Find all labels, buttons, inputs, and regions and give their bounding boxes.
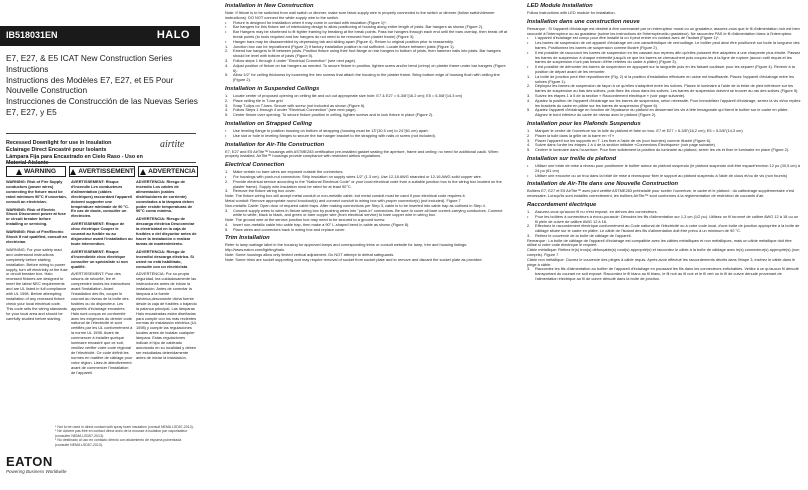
paragraph: Remarque : La boîte de câblage de l'appareil d'éclairage est compatible avec les câbles métalliques et non métalliques, mais un câble métallique doit être utilisé si votre code électrique le requiert. — [527, 237, 792, 248]
section-heading: Installation on Strapped Ceiling — [225, 120, 312, 127]
footnote: * Not to be used in direct contact with spray foam insulation (consult NEMA LSD57-2013). — [55, 425, 194, 429]
list-text: Suivez les étapes 1 à 5 de la section « Raccordement électrique » (voir page suivante). — [535, 92, 686, 98]
title-line: Instrucciones de Construcción de las Nuevas Series — [6, 96, 198, 107]
footnote: * No destinado al uso en contacto directo con aislamiento de espuma pulverizada (consulte NEMA LSD57-2013). — [55, 438, 182, 447]
divider — [6, 133, 196, 134]
list-text: Placer l'appareil sur les supports en T. Les fixer à l'aide de vis (non fournies) comme illustré (Figure 6). — [535, 137, 712, 143]
list-marker: 2. — [527, 83, 531, 89]
section-heading: Installation in Suspended Ceilings — [225, 85, 320, 92]
eaton-logo — [6, 454, 67, 474]
section-heading: Installation sur treille de plafond — [527, 155, 617, 162]
list-text: Placer la tuile dans la grille de la barre en «T» — [535, 132, 615, 138]
list-marker: 5. — [225, 72, 229, 78]
title-line: Nouvelle Construction — [6, 85, 88, 96]
subtitle-line: Lámpara Fija para Encastrado en Cielo Raso - Uso en Material Aislante — [6, 153, 143, 167]
paragraph: Boîtiers E7, E27 et E5 AirTite™ avec joint certifié ASTME283 préinstallé pour sceller l'ouverture, le cadre et le plafond : du calfeutrage supplémentaire n'est nécessaire. Lorsqu'ils sont installés correctement, les boîtiers AirTite™ sont conformes à la réglementation de restriction de courants d'air. — [527, 188, 795, 199]
list-marker: 3. — [225, 188, 229, 194]
list-text: Locate center of proposed opening on ceiling tile and cut out appropriate size hole: E7 & E27 = 6-3/8"(16.2 cm); E5 = 5-5/8"(14.3 cm) — [233, 92, 462, 98]
warning-label: ADVERTENCIA — [148, 168, 196, 175]
warning-triangle-icon — [70, 169, 76, 175]
list-text: Fixture is designed for installation when it may come in contact with insulation (Figure 1)*. — [233, 19, 387, 25]
warning-paragraph: WARNING: Risk of Fire Supply conductors (power wires) connecting the fixture must be rated minimum 90°C if uncertain, consult an electrician. — [6, 179, 67, 204]
paragraph: Note: Some housings allow only limited vertical adjustment. Do NOT attempt to defeat safeguards. — [225, 252, 395, 258]
warning-paragraph: WARNING: Risk of Electric Shock Disconnect power at fuse or circuit breaker before installing or servicing. — [6, 206, 66, 227]
list-text: Assurez-vous qu'aucun fil nu n'est exposé, en dehors des connecteurs. — [535, 208, 658, 214]
list-text: Junction box can be repositioned (Figure 2) if factory installation position is not sufficient. Locate fixture between joists (Figure 1). — [233, 43, 455, 49]
airtite-logo: airtite — [160, 139, 185, 150]
paragraph: Câble non métallique: Ouvrez le couvercle des pièges à câble requis. Après avoir effectué les raccordements décrits dans l'étape 3, insérez le câble dans le piège à câble. — [527, 256, 796, 267]
warning-paragraph: ADVERTENCIA: Riesgo de incendio Los cables de alimentación (cables distribuidores de corriente) conectados a la lámpara deben poder resistir temperaturas de 90°C como mínimo. — [136, 179, 194, 214]
list-item — [225, 228, 509, 233]
title-line: E7, E27, y E5 — [6, 106, 57, 117]
list-item — [225, 113, 509, 118]
list-marker: • — [225, 19, 227, 25]
list-text: Il est possible de démonter les barres de suspension en appuyant sur la languette puis en les faisant coulisser pour les séparer (Figure 4). Revenir à la position de départ avant de les remonter. — [535, 64, 795, 74]
list-text: Remove the fixture wiring box cover. — [233, 188, 296, 194]
list-marker: 1. — [527, 73, 531, 79]
list-item — [527, 51, 802, 65]
list-text: La boîte de jonction peut être repositionnée (Fig. 2) si la position d'installation effectuée en usine est insuffisante. Placez l'appareil d'éclairage entre les solives (Figure 1). — [535, 73, 795, 84]
list-marker: • — [225, 132, 227, 138]
list-text: Pour les boîtiers à connecteurs à écrou-poussoir: Dénudez les fils d'alimentation sur 1,3 cm (1/2 po). Utilisez un fil toronné de calibre AWG 12 à 18 ou un fil plein de cuivre de calibre AWG 12 à 16. — [535, 213, 799, 224]
warning-paragraph: ADVERTENCIA: Por su propia seguridad, lea cuidadosamente las instrucciones antes de iniciar la instalación. Antes de conectar la lámpara a la fuente eléctrica,desconecte dicha fuente desde la caja de fusibles o bajando la palanca principal. Las lámparas Halo encastradas están diseñadas para cumplir con los más recientes normas de instalación eléctrica (UL 1598) y cumple las regulaciones locales antes de instalar cualquier lámpara. Estas regulaciones indican el tipo de cableado autorizado en su localidad y deben ser estudiadas detenidamente antes de iniciar la instalación. — [136, 271, 197, 360]
paragraph: Note: If fixture is to be switched from wall switch or dimmer, make sure black supply wire is properly connected to the switch or dimmer (follow switch/dimmer instructions). DO NOT connect the white supply wire to the switch. — [225, 10, 495, 20]
list-text: Connect supply wires to wires in fixture wiring box by pushing wires into "push-in" connectors. Be sure to cover all bare current-carrying conductors. Connect white to white, black to black, and green or bare copper wire (from electrical service) to bare copper wire in wiring box. — [233, 207, 503, 218]
list-marker: 4. — [527, 142, 531, 148]
document-titles — [6, 53, 198, 118]
section-heading: LED Module Installation — [527, 3, 593, 9]
paragraph: Metal conduit: Remove appropriate round knockout(s) and connect conduit to wiring box with proper connector(s) (not included). Figure 7 — [225, 197, 461, 203]
section-heading: Installation in New Construction — [225, 3, 314, 9]
paragraph: Note: The ground wire at the service junction box may need to be secured to a ground screw. — [225, 217, 386, 223]
warning-header — [69, 166, 135, 177]
footnotes — [55, 425, 195, 447]
list-text: Effectuez le raccordement électrique conformément au Code national de l'électricité ou à votre code local, d'une boîte de jonction appropriée à la boîte de câblage située sur le cadre en plâtre. Le câble de l'isolant des fils d'alimentation doit être prévu à un minimum de 90 °C. — [535, 223, 800, 234]
french-instructions-column — [517, 0, 808, 490]
list-marker: • — [527, 162, 529, 168]
list-marker: • — [225, 38, 227, 44]
warning-french — [71, 180, 133, 378]
list-marker: • — [225, 173, 227, 179]
list-marker: 2. — [527, 223, 531, 229]
warning-label: WARNING — [24, 168, 57, 175]
list-item — [225, 73, 509, 83]
list-text: Il est possible de raccourcir les barres de suspension en les cassant aux repères afin qu'elles puissent être adaptées à une charpente plus étroite. Passez les barres de suspension à chaque extrémité jusqu'à ce que les barres se chevauchent puis coupez-les à la ligne de rupture (aucun outil requis et les barres de suspension n'ont pas besoin d'être retirées du cadre à plâtre) (Figure 3). — [535, 49, 801, 65]
list-text: Make certain no bare wires are exposed outside the connectors. — [233, 169, 344, 175]
list-marker: 5. — [225, 112, 229, 118]
list-text: Insert non-metallic cable into cable trap, then make a 90° L-shaped bend in cable as shown (Figure 8). — [233, 221, 410, 227]
list-text: Snap T-clips on T-bars. Secure with screw (not included as shown (Figure 6). — [233, 102, 366, 108]
section-heading: Installation dans une construction neuve — [527, 18, 640, 25]
warning-paragraph: AVERTISSEMENT: Risque d'incendie Les conducteurs d'alimentation (câbles électriques) raccordant l'appareil doivent supporter une température minimale de 90 °C. En cas de doute, consulter un électricien. — [71, 179, 133, 219]
subtitle-line: Éclairage Direct Encastré pour Isolants — [6, 146, 107, 153]
section-heading: Trim Installation — [225, 235, 270, 242]
list-text: Retirez le couvercle de la boîte de câblage de l'appareil. — [535, 232, 632, 238]
list-text: Use slot or hole in leveling flanges to secure the bar hanger bracket to the strapping with nails or screw (not included). — [233, 132, 436, 138]
list-marker: • — [527, 40, 529, 46]
warning-spanish — [136, 180, 198, 378]
list-marker: 2. — [225, 178, 229, 184]
list-text: Suivre dans l'ordre les étapes 1 à 4 de la section intitulée «Connexions Électriques» (voir page suivante) — [535, 142, 715, 148]
paragraph: Câble métallique: Retirez le(s) trou(s) défonçable(s) rond(s) approprié(s) et raccordez le câble à la boîte de câblage avec le(s) connecteur(s) approprié(s) (non compris). Figure 7 — [527, 247, 800, 258]
list-text: Provide electrical service according to the "National Electrical Code" or your local electrical code from a suitable junction box to the wiring box located on the plaster frame). Supply wire insulation must be rated for at least 90°C. — [233, 178, 502, 189]
section-heading: Electrical Connection — [225, 162, 285, 169]
list-text: Extend bar hangers to fit between joists. Position fixture using their foot flange on bar hangers to bottom of joists, then hammer nails into joists. Bar hangers should be level with bottom of joists (Figure 5). — [233, 48, 501, 59]
list-marker: 3. — [225, 207, 229, 213]
list-text: Center fixture over opening. To secure fixture position in ceiling, tighten screws and to lock fixture in place (Figure 2). — [233, 112, 434, 118]
list-text: Bar Hangers may be shortened to fit tighter framing by breaking at the break points. Pass bar hangers through each end until the bars overlap, then break off at break points (to tools required and bar hangers do not need to be removed from plaster frame) (Figure 3). — [233, 29, 508, 39]
warning-paragraph: AVERTISSEMENT: Pour des raisons de sécurité, lire et comprendre toutes les instructions avant l'installation. Avant l'installation des fils, couper le courant au niveau de la boîte des fusibles ou du disjoncteur. Les appareils d'éclairage encastrés Halo sont conçus en conformité avec les exigences du dernier code national de l'électricité et sont certifiés par les UL conformément à la norme UL 1598. Avant de commencer à installer quelque luminaire encastré que ce soit, veuillez vérifier votre code régional de l'électricité. Ce code définit les normes en matière de câblage pour votre région. Lisez-le attentivement avant de commencer l'installation de l'appareil. — [71, 271, 133, 375]
list-text: Adjust position of fixture on bar hangers as needed. To secure fixture in position, tighten screw and/or bend (crimp) on plaster frame under bar hangers (Figure 6). — [233, 62, 506, 73]
list-marker: 1. — [225, 92, 229, 98]
list-marker: 3. — [527, 232, 531, 238]
list-text: Raccordez les fils d'alimentation au boîtier de l'appareil d'éclairage en poussant les fils dans les connecteurs enfichables. Veillez à ce qu'aucun fil dénudé transportant du courant ne soit exposé. Raccordez le fil blanc au fil blanc, le fil noir au fil noir et le fil vert ou le fil de cuivre dénudé provenant de l'alimentation électrique au fil de cuivre dénudé dans la boîte de jonction. — [535, 266, 799, 282]
list-text: Utiliser une bride de mise à niveau pour positionner le boîtier autour du plafond suspendu (le plafond suspendu doit être espacé'environ 12 po (30,5 cm) à 24 po (61 cm) — [535, 162, 801, 173]
warning-triangle-icon — [140, 169, 146, 175]
list-marker: 3. — [225, 57, 229, 63]
list-marker: 5. — [527, 147, 531, 153]
cover-column — [0, 0, 200, 490]
paragraph: Note: Some trims are socket supporting and may require removal of socket from socket plate and to remove and discard the socket plate as provided. — [225, 256, 483, 262]
paragraph: Non-metallic Cable: Open door of required cable traps. After making connections per Step 3, cable is to be inserted into cable trap as outlined in Step 4. — [225, 202, 486, 208]
divider — [6, 162, 196, 163]
warning-header — [6, 166, 66, 177]
list-marker: 5. — [225, 226, 229, 232]
section-heading: Installation pour les Plafonds Suspendus — [527, 120, 641, 127]
list-marker: 4. — [225, 221, 229, 227]
warning-paragraph: WARNING: Risk of Fire/Electric Shock If not qualified, consult an electrician. — [6, 229, 67, 244]
list-text: Use leveling flange to position housing on bottom of strapping (housing must be 13"(30.5 cm) to 24"(61 cm) apart. — [233, 127, 429, 133]
list-text: Follow steps 1 through 4 under "Electrical Connection" (see next page). — [233, 57, 357, 63]
warning-header — [138, 166, 198, 177]
list-item — [527, 108, 802, 118]
paragraph: Follow instructions with LED module for installation. — [527, 10, 616, 15]
list-item — [527, 267, 802, 281]
list-marker: 4. — [527, 97, 531, 103]
list-text: Follow Steps 1 through 4 under "Electrical Connection" (see next page). — [233, 107, 357, 113]
list-text: Utiliser une encoche ou un trou dans la bride de mise à niveaupour fixer le support au plafond suspendu à l'aide de clous et/ou de vis (non fournis) — [535, 172, 788, 178]
list-marker: 2. — [527, 132, 531, 138]
list-text: Déployez les barres de suspension de façon à ce qu'elles s'adaptent entre les solives. Placez le luminaire à l'aide de la bride de pied inférieure sur les barres de suspension au bas des solives, puis fixez les clous dans les solives. Les barres de suspension doivent se trouver au ras des solives (Figure 5). — [535, 83, 799, 94]
footnote: * Ne doivent pas être en contact direct avec de la mousse à isolation par vaporisateur (consulter NEMA LSD57-2013). — [55, 429, 188, 438]
list-marker: • — [527, 64, 529, 70]
subtitle-line: Recessed Downlight for use in Insulation — [6, 140, 112, 146]
warning-texts — [6, 180, 198, 378]
halo-logo: HALO — [156, 29, 190, 41]
list-marker: 2. — [225, 48, 229, 54]
list-marker: • — [225, 127, 227, 133]
list-marker: 1. — [527, 127, 531, 133]
warning-triangle-icon — [16, 169, 22, 175]
list-marker: 1. — [225, 169, 229, 175]
list-text: Place wires and connectors back in wiring box and replace cover. — [233, 226, 346, 232]
product-subtitles — [6, 140, 156, 167]
list-text: Bar hangers for this fixture are of interlocking design to allow positioning of housing along entire length of joists. Bar hangers as shown (Figure 2). — [233, 24, 484, 30]
section-heading: Raccordement électrique — [527, 201, 597, 208]
list-marker: 3. — [527, 92, 531, 98]
paragraph: Remarque : Si l'appareil d'éclairage est destiné à être commandé par un interrupteur mural ou un gradateur, assurez-vous que le fil d'alimentation noir est bien raccordé à l'interrupteur ou au gradateur (suivre les instructions de l'interrupteur/du gradateur). Ne raccordez PAS le fil d'alimentation blanc à l'interrupteur. — [527, 25, 800, 36]
list-marker: 5. — [527, 107, 531, 113]
document-number: IB518031EN — [6, 30, 58, 40]
list-marker: • — [527, 49, 529, 55]
list-text: Ajustez l'appareil d'éclairage en fonction de l'épaisseur du plafond en desserrant les vis à tête hexagonale qui fixent le boîtier sur le cadre en plâtre. Alignez le bord inférieur du cadre de niveau avec le plafond (Figure 2). — [535, 107, 789, 118]
list-text: Marquer le centre de l'ouverture sur la tuile du plafond et faire un trou. E7 et E27 = 6-3/8"(16,2 cm); E5 = 5-5/8"(14,3 cm) — [535, 127, 743, 133]
paragraph: Note: The fixture wiring box will accept metal conduit or non-metallic cable, but metal conduit must be used if your electrical code requires it. — [225, 193, 466, 199]
warning-paragraph: ADVERTENCIA: Riesgo de incendio/ descarga eléctrica. Si usted no está habilitado, consulte con un electricista — [136, 248, 194, 269]
paragraph: Refer to lamp wattage label in the housing for approved lamps and corresponding trims or consult website for lamp, trim and housing listings: http://www.eaton.com/lighting/halo. — [225, 242, 468, 253]
list-item — [527, 148, 802, 153]
list-marker: 3. — [527, 137, 531, 143]
list-marker: • — [527, 172, 529, 178]
paragraph: E7, E27 and E5 AirTite™ housings with ASTME283 certification pre-installed gasket sealing the aperture, frame and ceiling: no need for additional caulk. When properly installed, AirTite™ housings provide compliance with restricted airflow regulations. — [225, 148, 499, 159]
list-marker: 2. — [225, 97, 229, 103]
list-text: For housings with push-nut connectors: Strip insulation on supply wires 1/2" (1.3 cm). Use 12-18 AWG stranded or 12-16 AWG solid copper wire. — [233, 173, 482, 179]
warning-paragraph: AVERTISSEMENT: Risque d'incendie/de choc électrique consulter un spécialiste si non qualifié. — [71, 248, 128, 269]
eaton-tagline: Powering Business Worldwide — [6, 469, 67, 474]
list-marker: 1. — [225, 43, 229, 49]
list-text: Hanger bars may be disassembled by depressing tab and sliding apart (Figure 4). Return to original position prior to reassembly. — [233, 38, 454, 44]
list-text: Allow 1/2" for ceiling thickness by loosening the hex screws that attach the housing to the plaster frame. Bring bottom edge of housing flush with ceiling line (Figure 2). — [233, 72, 500, 83]
warning-paragraph: AVERTISSEMENT: Risque de choc électrique Couper le courant au fusible ou au disjoncteur avant l'installation ou toute intervention. — [71, 221, 133, 246]
list-marker: 3. — [225, 102, 229, 108]
list-marker: 1. — [527, 208, 531, 214]
title-line: Instructions des Modèles E7, E27, et E5 Pour — [6, 74, 174, 85]
title-line: E7, E27, & E5 ICAT New Construction Series Instructions — [6, 53, 173, 74]
list-text: L'appareil d'éclairage est conçu pour être installé là où il peut entrer en contact avec de l'isolant (Figure 1)*. — [535, 35, 720, 41]
list-text: Ajustez la position de l'appareil d'éclairage sur les barres de suspension, selon nécessité. Pour immobiliser l'appareil d'éclairage, serrez la vis et/ou repliez les brackets du cadre en plâtre sur les barres de suspension (Figure 6). — [535, 97, 801, 108]
eaton-name: EATON — [6, 454, 53, 469]
warning-label: AVERTISSEMENT — [78, 168, 134, 175]
warning-paragraph: ADVERTENCIA: Riesgo de descarga eléctrica Desconectar la electricidad en la caja de fusibles o del disyuntor antes de hacer la instalación o realizar tareas de mantenimiento. — [136, 216, 197, 246]
section-heading: Installation de Air-Tite dans une Nouvelle Construction — [527, 181, 679, 188]
list-marker: • — [527, 35, 529, 41]
warning-english — [6, 180, 68, 378]
list-marker: 4. — [225, 107, 229, 113]
list-marker: • — [225, 29, 227, 35]
english-instructions-column — [205, 0, 517, 490]
warning-headers — [6, 166, 198, 177]
list-marker: 3. — [527, 266, 531, 272]
list-text: Centrer le luminaire dans l'ouverture. Pour fixer solidement la position du luminaire au plafond, serrer les vis et fixer le luminaire en place (Figure 2). — [535, 147, 790, 153]
list-marker: • — [527, 213, 529, 219]
list-item — [527, 174, 802, 179]
list-marker: 4. — [225, 62, 229, 68]
list-text: Place ceiling tile in T-bar grid — [233, 97, 283, 103]
list-item — [225, 134, 509, 139]
list-marker: • — [225, 24, 227, 30]
list-text: Les barres de suspension de cet appareil d'éclairage ont une caractéristique de verrouillage. Le boîtier peut ainsi être positionné sur toute la longueur des barres. Positionnez les barres de suspension comme illustré (Figure 2). — [535, 40, 800, 50]
warning-paragraph: WARNING: For your safety read and understand instructions completely before starting installation. Before wiring to power supply, turn off electricity at the fuse or circuit breaker box. Halo recessed fixtures are designed to meet the latest NEC requirements and are UL listed in full compliance with UL 1598. Before attempting installation of any recessed fixture check your local electrical code. This code sets the wiring standards for your local area and should be carefully studied before starting. — [6, 246, 68, 321]
section-heading: Installation for Air-Tite Construction — [225, 141, 325, 148]
